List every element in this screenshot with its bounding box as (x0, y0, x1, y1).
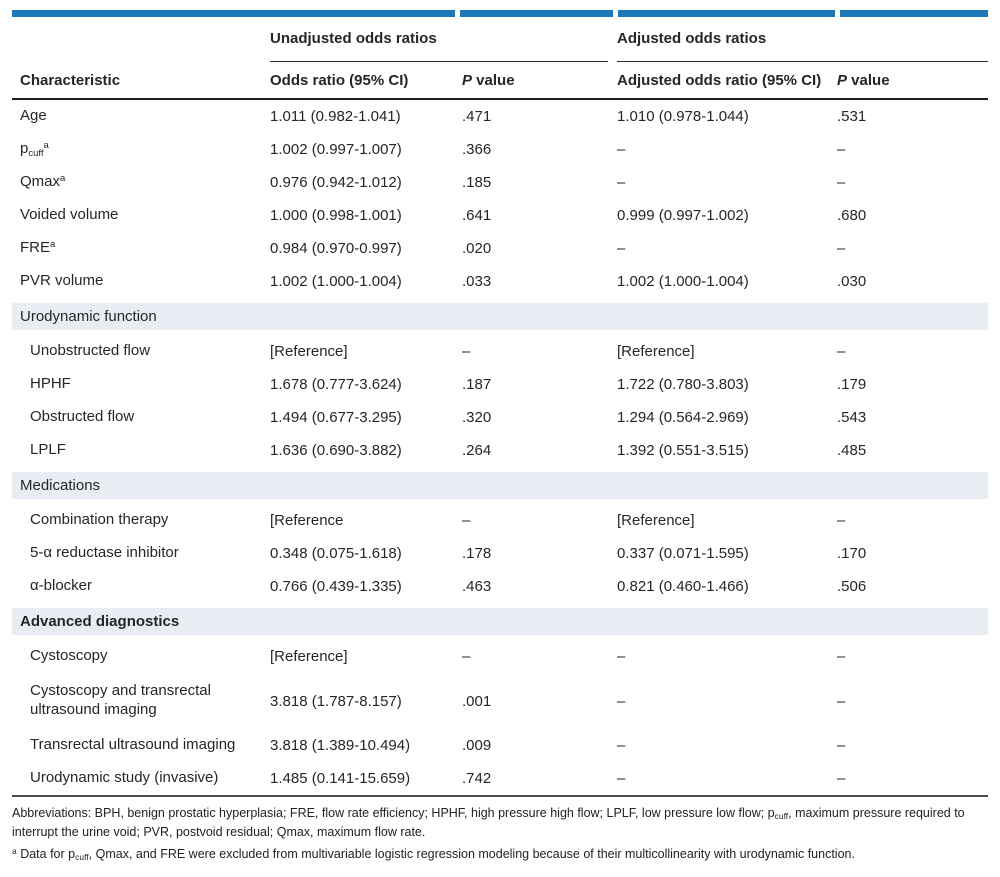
adjusted-odds-ratio-cell: – (617, 737, 626, 754)
table-row (12, 100, 988, 133)
adjusted-p-value-cell: .485 (837, 442, 867, 459)
adjusted-p-value-column-header: P value (837, 72, 890, 89)
unadjusted-odds-ratio-column-header: Odds ratio (95% CI) (270, 72, 409, 89)
characteristic-column-header: Characteristic (20, 72, 121, 89)
row-label: Unobstructed flow (30, 342, 151, 360)
unadjusted-p-value-cell: .020 (462, 240, 492, 257)
unadjusted-odds-ratio-cell: 0.348 (0.075-1.618) (270, 545, 402, 562)
adjusted-odds-ratio-cell: 0.821 (0.460-1.466) (617, 578, 749, 595)
unadjusted-p-value-cell: – (462, 512, 471, 529)
unadjusted-odds-ratio-cell: 1.000 (0.998-1.001) (270, 207, 402, 224)
unadjusted-odds-ratio-cell: 1.002 (0.997-1.007) (270, 141, 402, 158)
row-label: Voided volume (20, 206, 119, 224)
unadjusted-odds-ratio-cell: 1.485 (0.141-15.659) (270, 770, 411, 787)
table-row (12, 199, 988, 232)
unadjusted-p-value-cell: .471 (462, 108, 492, 125)
adjusted-odds-ratio-cell: [Reference] (617, 512, 695, 529)
table-row (12, 673, 988, 729)
abbreviations-footnote: Abbreviations: BPH, benign prostatic hyperplasia; FRE, flow rate efficiency; HPHF, high pressure high flow; LPLF, low pressure low flow; $p_{cuff}$, maximum pressure required to interrupt the urine void; PVR, postvoid residual; Qmax, maximum flow rate. (12, 806, 965, 839)
adjusted-odds-ratio-cell: – (617, 240, 626, 257)
adjusted-odds-ratio-cell: – (617, 770, 626, 787)
adjusted-odds-ratio-cell: – (617, 174, 626, 191)
spanner-spacer (12, 17, 270, 62)
odds-ratio-table (12, 10, 988, 863)
adjusted-p-value-cell: – (837, 343, 846, 360)
unadjusted-p-value-cell: .320 (462, 409, 492, 426)
adjusted-odds-ratio-cell: – (617, 648, 626, 665)
table-row (12, 368, 988, 401)
row-label: PVR volume (20, 272, 104, 290)
table-row (12, 640, 988, 673)
row-label: Urodynamic study (invasive) (30, 769, 219, 787)
table-row (12, 335, 988, 368)
unadjusted-odds-ratio-cell: 0.984 (0.970-0.997) (270, 240, 402, 257)
unadjusted-p-value-cell: – (462, 343, 471, 360)
adjusted-p-value-cell: – (837, 512, 846, 529)
adjusted-p-value-cell: – (837, 174, 846, 191)
row-label: Cystoscopy (30, 647, 108, 665)
section-label: Urodynamic function (20, 308, 157, 325)
accent-bar-segment (618, 10, 835, 17)
footnote-a: $^a$ Data for $p_{cuff}$, Qmax, and FRE were excluded from multivariable logistic regression modeling because of their multicollinearity with urodynamic function. (12, 845, 855, 862)
row-label: 5-α reductase inhibitor (30, 544, 179, 562)
table-row (12, 434, 988, 467)
row-label: LPLF (30, 441, 66, 459)
adjusted-p-value-cell: .030 (837, 273, 867, 290)
row-label: α-blocker (30, 577, 93, 595)
adjusted-p-value-cell: – (837, 141, 846, 158)
spanner-gap (608, 17, 617, 62)
unadjusted-odds-ratio-cell: 3.818 (1.389-10.494) (270, 737, 411, 754)
row-label: Obstructed flow (30, 408, 135, 426)
unadjusted-odds-ratio-cell: 0.766 (0.439-1.335) (270, 578, 402, 595)
adjusted-p-value-cell: .170 (837, 545, 867, 562)
unadjusted-odds-ratio-cell: 1.002 (1.000-1.004) (270, 273, 402, 290)
unadjusted-p-value-cell: .033 (462, 273, 492, 290)
row-label: FRE$^a$ (20, 239, 56, 257)
adjusted-p-value-cell: – (837, 737, 846, 754)
section-row (12, 608, 988, 635)
adjusted-odds-ratio-cell: [Reference] (617, 343, 695, 360)
adjusted-odds-ratio-cell: 1.010 (0.978-1.044) (617, 108, 749, 125)
table-row (12, 133, 988, 166)
unadjusted-p-value-cell: .641 (462, 207, 492, 224)
unadjusted-p-value-cell: .264 (462, 442, 492, 459)
accent-bar-segment (12, 10, 455, 17)
unadjusted-odds-ratio-cell: 1.494 (0.677-3.295) (270, 409, 402, 426)
table-row (12, 166, 988, 199)
adjusted-odds-ratio-cell: 1.722 (0.780-3.803) (617, 376, 749, 393)
unadjusted-p-value-cell: – (462, 648, 471, 665)
adjusted-p-value-cell: .531 (837, 108, 867, 125)
unadjusted-odds-ratio-cell: 3.818 (1.787-8.157) (270, 692, 402, 710)
row-label: $p_{cuff}^a$ (20, 139, 49, 159)
spanner-header-row (12, 17, 988, 62)
unadjusted-p-value-cell: .178 (462, 545, 492, 562)
adjusted-odds-ratio-cell: 1.392 (0.551-3.515) (617, 442, 749, 459)
row-label: Cystoscopy and transrectal ultrasound imaging (30, 682, 211, 718)
unadjusted-p-value-cell: .001 (462, 692, 492, 710)
table-row (12, 265, 988, 298)
adjusted-odds-ratio-cell: 1.294 (0.564-2.969) (617, 409, 749, 426)
adjusted-odds-ratio-cell: 0.337 (0.071-1.595) (617, 545, 749, 562)
section-row (12, 472, 988, 499)
adjusted-spanner-label: Adjusted odds ratios (617, 17, 988, 62)
adjusted-odds-ratio-cell: – (617, 141, 626, 158)
table-row (12, 401, 988, 434)
unadjusted-spanner-label: Unadjusted odds ratios (270, 17, 608, 62)
unadjusted-odds-ratio-cell: 1.636 (0.690-3.882) (270, 442, 402, 459)
adjusted-p-value-cell: .543 (837, 409, 867, 426)
adjusted-odds-ratio-column-header: Adjusted odds ratio (95% CI) (617, 72, 822, 89)
table-footnotes (12, 797, 988, 863)
adjusted-p-value-cell: – (837, 770, 846, 787)
accent-bar-segment (840, 10, 988, 17)
adjusted-p-value-cell: .506 (837, 578, 867, 595)
adjusted-odds-ratio-cell: 1.002 (1.000-1.004) (617, 273, 749, 290)
adjusted-p-value-cell: .179 (837, 376, 867, 393)
row-label: Age (20, 107, 47, 125)
unadjusted-p-value-cell: .742 (462, 770, 492, 787)
adjusted-p-value-cell: .680 (837, 207, 867, 224)
unadjusted-odds-ratio-cell: 1.678 (0.777-3.624) (270, 376, 402, 393)
table-row (12, 762, 988, 795)
unadjusted-odds-ratio-cell: [Reference (270, 512, 344, 529)
unadjusted-odds-ratio-cell: 0.976 (0.942-1.012) (270, 174, 402, 191)
table-row (12, 537, 988, 570)
unadjusted-p-value-cell: .463 (462, 578, 492, 595)
adjusted-odds-ratio-cell: – (617, 692, 626, 710)
row-label: HPHF (30, 375, 71, 393)
table-row (12, 232, 988, 265)
unadjusted-p-value-cell: .185 (462, 174, 492, 191)
table-row (12, 729, 988, 762)
section-label: Medications (20, 477, 101, 494)
table-row (12, 570, 988, 603)
adjusted-p-value-cell: – (837, 240, 846, 257)
table-body (12, 100, 988, 795)
unadjusted-odds-ratio-cell: [Reference] (270, 343, 348, 360)
adjusted-p-value-cell: – (837, 648, 846, 665)
adjusted-odds-ratio-cell: 0.999 (0.997-1.002) (617, 207, 749, 224)
unadjusted-p-value-cell: .009 (462, 737, 492, 754)
accent-bar-segment (460, 10, 613, 17)
unadjusted-p-value-cell: .366 (462, 141, 492, 158)
adjusted-p-value-cell: – (837, 692, 846, 710)
table-row (12, 504, 988, 537)
unadjusted-odds-ratio-cell: [Reference] (270, 648, 348, 665)
section-row (12, 303, 988, 330)
section-label: Advanced diagnostics (20, 613, 180, 630)
row-label: Transrectal ultrasound imaging (30, 736, 236, 754)
column-header-row (12, 62, 988, 100)
unadjusted-odds-ratio-cell: 1.011 (0.982-1.041) (270, 108, 401, 125)
table-accent-bar (12, 10, 988, 17)
row-label: Qmax$^a$ (20, 173, 66, 191)
unadjusted-p-value-column-header: P value (462, 72, 515, 89)
unadjusted-p-value-cell: .187 (462, 376, 492, 393)
row-label: Combination therapy (30, 511, 169, 529)
